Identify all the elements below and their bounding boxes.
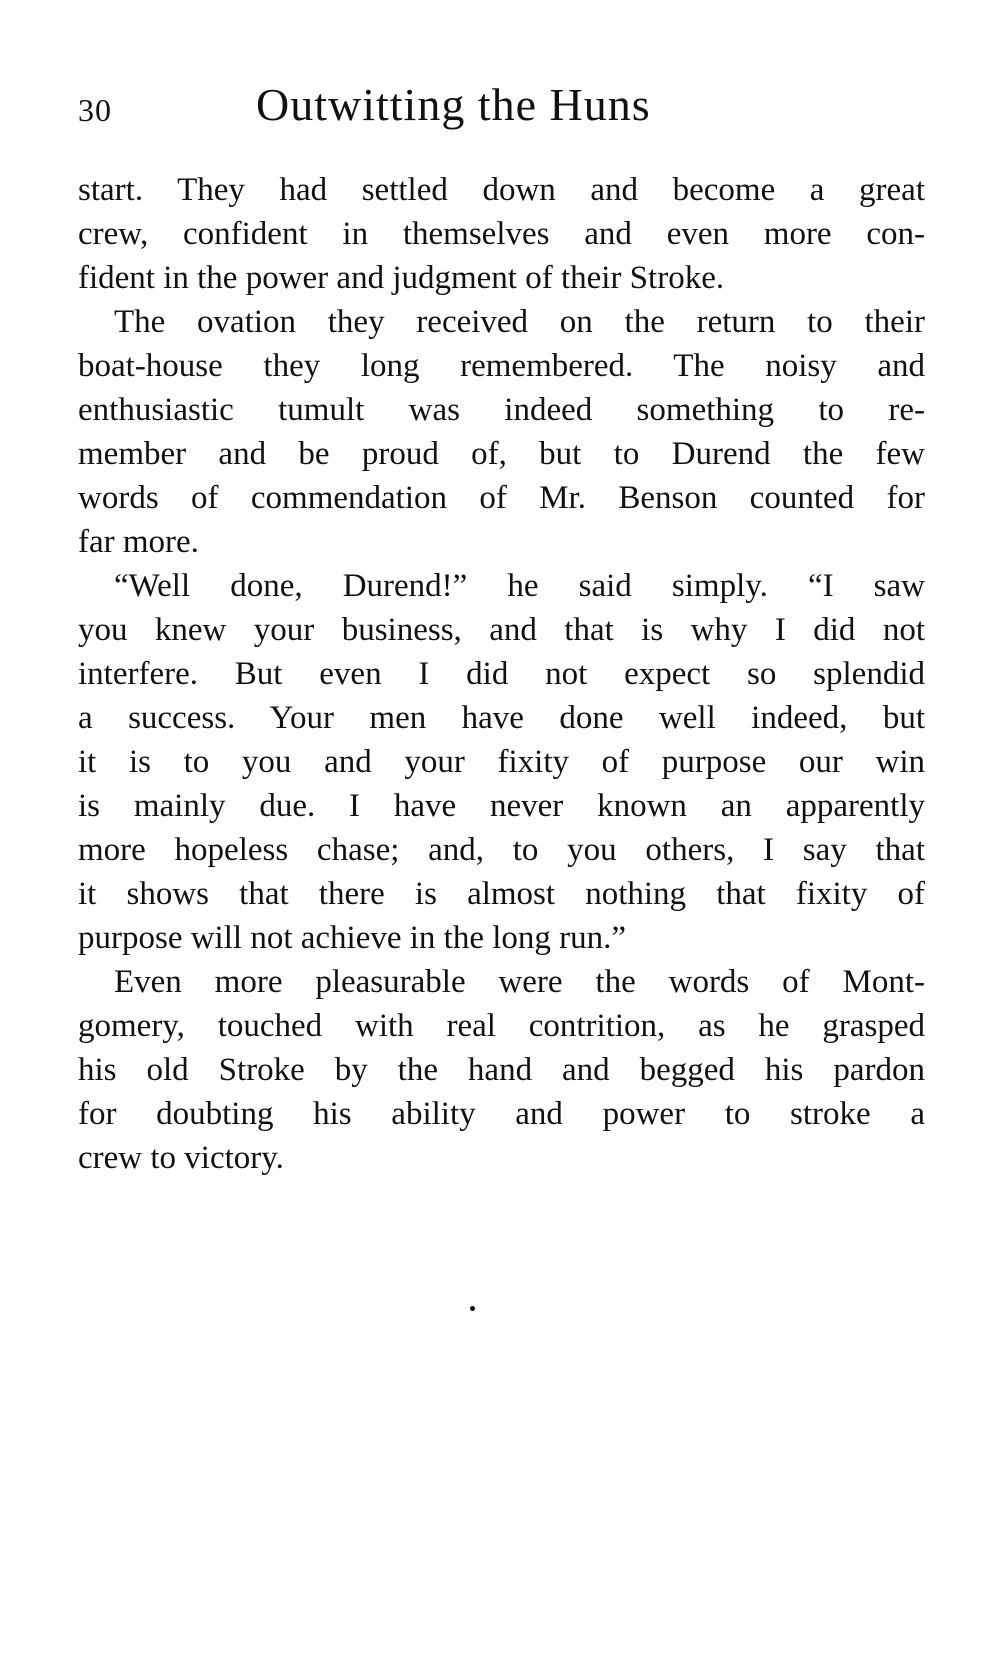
text-line: purpose will not achieve in the long run.” bbox=[78, 920, 627, 956]
text-line: Even more pleasurable were the words of Mont- bbox=[114, 964, 925, 1000]
ink-dot bbox=[470, 1306, 475, 1311]
text-line: words of commendation of Mr. Benson counted for bbox=[78, 480, 925, 516]
text-line: crew, confident in themselves and even more con- bbox=[78, 216, 925, 252]
text-line: start. They had settled down and become a great bbox=[78, 172, 925, 208]
text-line: is mainly due. I have never known an apparently bbox=[78, 788, 925, 824]
text-line: more hopeless chase; and, to you others, I say that bbox=[78, 832, 925, 868]
text-line: his old Stroke by the hand and begged his pardon bbox=[78, 1052, 925, 1088]
running-head bbox=[78, 78, 918, 138]
text-line: it shows that there is almost nothing that fixity of bbox=[78, 876, 925, 912]
page-number: 30 bbox=[78, 92, 112, 128]
text-line: for doubting his ability and power to stroke a bbox=[78, 1096, 925, 1132]
text-line: you knew your business, and that is why I did not bbox=[78, 612, 925, 648]
text-line: interfere. But even I did not expect so splendid bbox=[78, 656, 925, 692]
text-line: member and be proud of, but to Durend the few bbox=[78, 436, 925, 472]
text-line: “Well done, Durend!” he said simply. “I saw bbox=[114, 568, 925, 604]
text-line: a success. Your men have done well indeed, but bbox=[78, 700, 925, 736]
text-line: fident in the power and judgment of their Stroke. bbox=[78, 260, 725, 296]
text-line: boat-house they long remembered. The noisy and bbox=[78, 348, 925, 384]
text-line: crew to victory. bbox=[78, 1140, 284, 1176]
text-line: enthusiastic tumult was indeed something to re- bbox=[78, 392, 925, 428]
body-text bbox=[78, 168, 925, 1180]
text-line: it is to you and your fixity of purpose our win bbox=[78, 744, 925, 780]
text-line: far more. bbox=[78, 524, 199, 560]
running-title: Outwitting the Huns bbox=[256, 79, 651, 130]
text-line: gomery, touched with real contrition, as he grasped bbox=[78, 1008, 925, 1044]
text-line: The ovation they received on the return to their bbox=[114, 304, 925, 340]
